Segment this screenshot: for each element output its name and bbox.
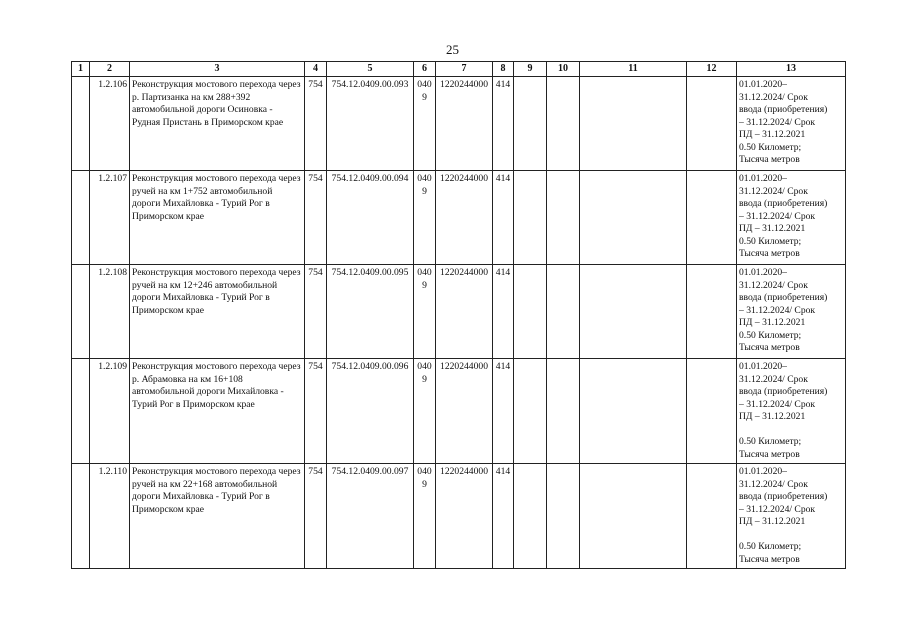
cell-col9 (514, 464, 547, 569)
cell-col13-line: – 31.12.2024/ Срок (739, 304, 816, 316)
column-header: 9 (514, 62, 547, 77)
cell-col4: 754 (305, 464, 327, 569)
cell-col13-line: ввода (приобретения) (739, 292, 828, 303)
cell-col12 (687, 77, 737, 171)
cell-col6: 0409 (414, 77, 436, 171)
cell-col10 (547, 464, 580, 569)
cell-col13-line: 01.01.2020– (739, 79, 787, 90)
cell-col13 (737, 171, 846, 265)
cell-col10 (547, 265, 580, 359)
table-row (72, 464, 846, 569)
cell-col2: 1.2.108 (90, 265, 130, 359)
cell-col3: Реконструкция мостового перехода через р. Партизанка на км 288+392 автомобильной дороги Осиновка - Рудная Пристань в Приморском крае (130, 77, 305, 171)
cell-col1 (72, 171, 90, 265)
cell-col13-line: 31.12.2024/ Срок (739, 478, 808, 490)
cell-col5: 754.12.0409.00.094 (327, 171, 414, 265)
cell-col6: 0409 (414, 171, 436, 265)
page-number: 25 (446, 42, 459, 57)
cell-col1 (72, 359, 90, 464)
cell-col5: 754.12.0409.00.093 (327, 77, 414, 171)
header-row (72, 62, 846, 77)
cell-col9 (514, 265, 547, 359)
cell-col9 (514, 171, 547, 265)
cell-col3: Реконструкция мостового перехода через р. Абрамовка на км 16+108 автомобильной дороги Михайловка - Турий Рог в Приморском крае (130, 359, 305, 464)
cell-col2: 1.2.106 (90, 77, 130, 171)
cell-col13-line: ПД – 31.12.2021 (739, 411, 806, 422)
cell-col13-line: ввода (приобретения) (739, 386, 828, 397)
cell-col13-line (739, 529, 843, 542)
cell-col4: 754 (305, 171, 327, 265)
cell-col5: 754.12.0409.00.095 (327, 265, 414, 359)
cell-col11 (580, 171, 687, 265)
column-header: 11 (580, 62, 687, 77)
cell-col8: 414 (493, 77, 514, 171)
cell-col2: 1.2.107 (90, 171, 130, 265)
cell-col4: 754 (305, 265, 327, 359)
table-row (72, 171, 846, 265)
cell-col8: 414 (493, 265, 514, 359)
cell-col13 (737, 464, 846, 569)
cell-col1 (72, 265, 90, 359)
cell-col8: 414 (493, 464, 514, 569)
cell-col7: 1220244000 (436, 265, 493, 359)
cell-col12 (687, 464, 737, 569)
column-header: 6 (414, 62, 436, 77)
cell-col3: Реконструкция мостового перехода через ручей на км 12+246 автомобильной дороги Михайловка - Турий Рог в Приморском крае (130, 265, 305, 359)
cell-col6: 0409 (414, 265, 436, 359)
cell-col13 (737, 359, 846, 464)
cell-col12 (687, 171, 737, 265)
cell-col13-line: Тысяча метров (739, 553, 800, 565)
cell-col6: 0409 (414, 359, 436, 464)
cell-col11 (580, 77, 687, 171)
column-header: 13 (737, 62, 846, 77)
cell-col13 (737, 77, 846, 171)
cell-col12 (687, 359, 737, 464)
cell-col7: 1220244000 (436, 171, 493, 265)
data-table (71, 61, 846, 569)
cell-col13-line: ввода (приобретения) (739, 198, 828, 209)
cell-col11 (580, 359, 687, 464)
column-header: 12 (687, 62, 737, 77)
cell-col13-line: ПД – 31.12.2021 (739, 223, 806, 234)
cell-col13-line: 31.12.2024/ Срок (739, 91, 808, 103)
cell-col12 (687, 265, 737, 359)
cell-col9 (514, 359, 547, 464)
cell-col1 (72, 77, 90, 171)
cell-col3: Реконструкция мостового перехода через ручей на км 1+752 автомобильной дороги Михайловка - Турий Рог в Приморском крае (130, 171, 305, 265)
cell-col13-line: 0.50 Километр; (739, 541, 802, 552)
cell-col13-line: – 31.12.2024/ Срок (739, 116, 816, 128)
column-header: 10 (547, 62, 580, 77)
cell-col5: 754.12.0409.00.097 (327, 464, 414, 569)
column-header: 3 (130, 62, 305, 77)
cell-col13-line: ввода (приобретения) (739, 491, 828, 502)
column-header: 2 (90, 62, 130, 77)
cell-col7: 1220244000 (436, 77, 493, 171)
cell-col8: 414 (493, 359, 514, 464)
column-header: 8 (493, 62, 514, 77)
cell-col13-line: 31.12.2024/ Срок (739, 279, 808, 291)
cell-col13-line: 01.01.2020– (739, 466, 787, 477)
cell-col13-line: Тысяча метров (739, 342, 800, 353)
cell-col13-line: 01.01.2020– (739, 361, 787, 372)
cell-col10 (547, 171, 580, 265)
cell-col13-line: Тысяча метров (739, 154, 800, 165)
cell-col13-line: ПД – 31.12.2021 (739, 129, 806, 140)
cell-col1 (72, 464, 90, 569)
column-header: 7 (436, 62, 493, 77)
column-header: 5 (327, 62, 414, 77)
cell-col9 (514, 77, 547, 171)
cell-col13-line: Тысяча метров (739, 448, 800, 460)
cell-col13-line: 01.01.2020– (739, 173, 787, 184)
cell-col13-line (739, 424, 843, 437)
cell-col13-line: 31.12.2024/ Срок (739, 373, 808, 385)
cell-col13-line: – 31.12.2024/ Срок (739, 210, 816, 222)
cell-col2: 1.2.109 (90, 359, 130, 464)
cell-col2: 1.2.110 (90, 464, 130, 569)
cell-col13-line: ПД – 31.12.2021 (739, 317, 806, 328)
cell-col13-line: 0.50 Километр; (739, 329, 802, 341)
cell-col11 (580, 464, 687, 569)
cell-col4: 754 (305, 77, 327, 171)
cell-col8: 414 (493, 171, 514, 265)
cell-col13-line: 01.01.2020– (739, 267, 787, 278)
cell-col13-line: 0.50 Километр; (739, 235, 802, 247)
cell-col11 (580, 265, 687, 359)
cell-col7: 1220244000 (436, 464, 493, 569)
table-row (72, 359, 846, 464)
table-row (72, 77, 846, 171)
cell-col13-line: 0.50 Километр; (739, 436, 802, 447)
cell-col6: 0409 (414, 464, 436, 569)
cell-col13-line: Тысяча метров (739, 248, 800, 259)
cell-col13-line: ПД – 31.12.2021 (739, 516, 806, 527)
cell-col10 (547, 359, 580, 464)
cell-col13-line: – 31.12.2024/ Срок (739, 398, 816, 410)
cell-col13-line: 0.50 Километр; (739, 141, 802, 153)
cell-col13 (737, 265, 846, 359)
cell-col13-line: ввода (приобретения) (739, 104, 828, 115)
cell-col13-line: 31.12.2024/ Срок (739, 185, 808, 197)
cell-col7: 1220244000 (436, 359, 493, 464)
column-header: 4 (305, 62, 327, 77)
cell-col4: 754 (305, 359, 327, 464)
cell-col13-line: – 31.12.2024/ Срок (739, 503, 816, 515)
table-row (72, 265, 846, 359)
cell-col10 (547, 77, 580, 171)
cell-col3: Реконструкция мостового перехода через ручей на км 22+168 автомобильной дороги Михайловка - Турий Рог в Приморском крае (130, 464, 305, 569)
cell-col5: 754.12.0409.00.096 (327, 359, 414, 464)
column-header: 1 (72, 62, 90, 77)
